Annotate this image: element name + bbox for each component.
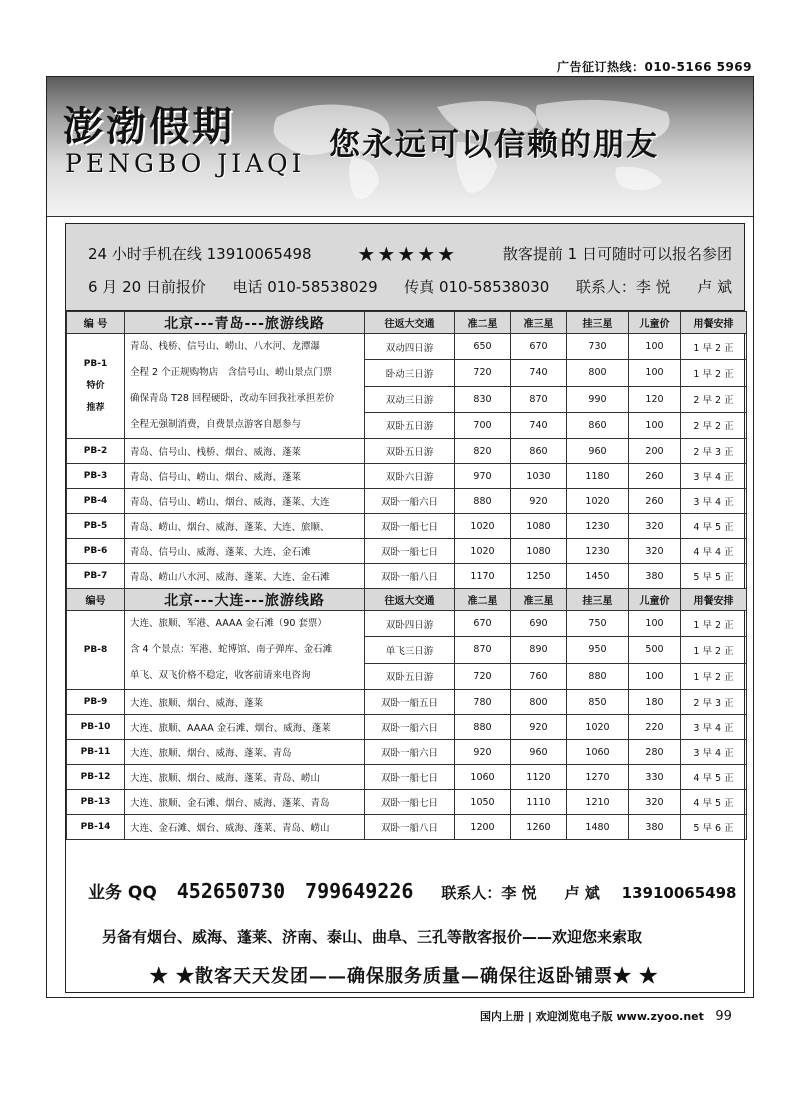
child-price: 260	[629, 464, 681, 489]
route-code: PB-11	[67, 740, 125, 765]
two-star-price: 1050	[455, 790, 511, 815]
transport-cell: 双卧一船七日	[365, 514, 455, 539]
child-price: 100	[629, 334, 681, 360]
child-price: 220	[629, 715, 681, 740]
hang-three-price: 1270	[567, 765, 629, 790]
three-star-price: 690	[511, 611, 567, 637]
route-description-line: 含 4 个景点：军港、蛇博馆、南子弹库、金石滩	[130, 644, 333, 655]
hang-three-price: 1480	[567, 815, 629, 840]
hang-three-price: 860	[567, 412, 629, 438]
meals-header: 用餐安排	[681, 312, 747, 334]
table-header-row	[67, 589, 747, 611]
code-header: 编 号	[67, 312, 125, 334]
meal-plan: 5 早 5 正	[681, 564, 747, 589]
three-star-price: 740	[511, 412, 567, 438]
child-price: 100	[629, 412, 681, 438]
child-price-header: 儿童价	[629, 589, 681, 611]
banner	[47, 77, 753, 217]
route-title: 北京---青岛---旅游线路	[125, 312, 365, 334]
brand-name-cn: 澎渤假期	[63, 103, 235, 150]
meal-plan: 4 早 5 正	[681, 514, 747, 539]
transport-cell: 双卧四日游	[365, 611, 455, 637]
meal-plan: 3 早 4 正	[681, 464, 747, 489]
child-price: 320	[629, 514, 681, 539]
route-description-line: 大连、旅顺、军港、AAAA 金石滩（90 套票）	[130, 618, 327, 629]
hang-three-price: 950	[567, 637, 629, 663]
three-star-price: 1110	[511, 790, 567, 815]
meal-plan: 1 早 2 正	[681, 637, 747, 663]
footer-phone: 13910065498	[621, 884, 737, 902]
route-description: 大连、旅顺、AAAA 金石滩、烟台、威海、蓬莱	[125, 715, 365, 740]
route-code: PB-10	[67, 715, 125, 740]
child-price: 200	[629, 439, 681, 464]
route-description: 青岛、信号山、崂山、烟台、威海、蓬莱	[125, 464, 365, 489]
route-code: PB-3	[67, 464, 125, 489]
table-row	[67, 539, 747, 564]
walk-in-note: 散客提前 1 日可随时可以报名参团	[502, 245, 732, 263]
table-row	[67, 514, 747, 539]
route-description: 青岛、崂山、烟台、威海、蓬莱、大连、旅顺、	[125, 514, 365, 539]
route-description-line: 确保青岛 T28 回程硬卧，改动车回我社承担差价	[130, 393, 335, 404]
table-row	[67, 715, 747, 740]
info-row-1	[88, 237, 732, 270]
transport-cell: 双卧一船六日	[365, 740, 455, 765]
table-header-row	[67, 312, 747, 334]
meal-plan: 1 早 2 正	[681, 360, 747, 386]
table-row	[67, 765, 747, 790]
two-star-price: 970	[455, 464, 511, 489]
child-price: 180	[629, 690, 681, 715]
mobile-hotline: 24 小时手机在线 13910065498	[88, 245, 312, 263]
page-number: 99	[715, 1009, 732, 1024]
transport-cell: 双卧一船八日	[365, 564, 455, 589]
child-price: 380	[629, 564, 681, 589]
two-star-price: 670	[455, 611, 511, 637]
transport-cell: 单飞三日游	[365, 637, 455, 663]
meal-plan: 1 早 2 正	[681, 611, 747, 637]
child-price: 320	[629, 790, 681, 815]
hang-three-price: 1180	[567, 464, 629, 489]
hang-three-price: 800	[567, 360, 629, 386]
two-star-header: 准二星	[455, 312, 511, 334]
two-star-price: 650	[455, 334, 511, 360]
three-star-price: 740	[511, 360, 567, 386]
transport-cell: 双卧一船七日	[365, 765, 455, 790]
route-code: PB-4	[67, 489, 125, 514]
hang-three-price: 850	[567, 690, 629, 715]
three-star-price: 1120	[511, 765, 567, 790]
route-description: 青岛、崂山八水河、威海、蓬莱、大连、金石滩	[125, 564, 365, 589]
route-description: 大连、金石滩、烟台、威海、蓬莱、青岛、崂山	[125, 815, 365, 840]
meals-header: 用餐安排	[681, 589, 747, 611]
hang-three-price: 960	[567, 439, 629, 464]
footer-contact-2: 卢 斌	[564, 884, 600, 902]
transport-cell: 双卧六日游	[365, 464, 455, 489]
two-star-price: 830	[455, 386, 511, 412]
two-star-price: 780	[455, 690, 511, 715]
three-star-price: 890	[511, 637, 567, 663]
child-price-header: 儿童价	[629, 312, 681, 334]
table-row	[67, 815, 747, 840]
meal-plan: 4 早 4 正	[681, 539, 747, 564]
route-code: PB-13	[67, 790, 125, 815]
meal-plan: 4 早 5 正	[681, 765, 747, 790]
child-price: 100	[629, 663, 681, 689]
transport-cell: 卧动三日游	[365, 360, 455, 386]
table-row	[67, 690, 747, 715]
two-star-price: 920	[455, 740, 511, 765]
three-star-price: 760	[511, 663, 567, 689]
meal-plan: 4 早 5 正	[681, 790, 747, 815]
hang-three-header: 挂三星	[567, 589, 629, 611]
hang-three-price: 1230	[567, 514, 629, 539]
two-star-price: 880	[455, 489, 511, 514]
route-description-line: 青岛、栈桥、信号山、崂山、八水河、龙潭瀑	[130, 341, 321, 352]
table-row	[67, 564, 747, 589]
route-description-cell	[125, 334, 365, 439]
meal-plan: 2 早 3 正	[681, 690, 747, 715]
two-star-price: 1200	[455, 815, 511, 840]
info-bar	[66, 224, 744, 311]
route-code-line: 推荐	[86, 403, 105, 413]
route-description-line: 全程无强制消费，自费景点游客自愿参与	[130, 419, 302, 430]
two-star-price: 820	[455, 439, 511, 464]
hang-three-price: 1210	[567, 790, 629, 815]
hang-three-price: 730	[567, 334, 629, 360]
route-code: PB-2	[67, 439, 125, 464]
transport-cell: 双卧一船六日	[365, 715, 455, 740]
meal-plan: 5 早 6 正	[681, 815, 747, 840]
two-star-price: 700	[455, 412, 511, 438]
two-star-price: 1060	[455, 765, 511, 790]
meal-plan: 2 早 3 正	[681, 439, 747, 464]
hang-three-price: 1230	[567, 539, 629, 564]
route-description: 青岛、信号山、栈桥、烟台、威海、蓬莱	[125, 439, 365, 464]
route-description: 大连、旅顺、金石滩、烟台、威海、蓬莱、青岛	[125, 790, 365, 815]
qq-label: 业务 QQ	[88, 883, 157, 903]
ad-hotline: 广告征订热线：010-5166 5969	[556, 60, 752, 74]
info-row-2	[88, 270, 732, 303]
hang-three-price: 1450	[567, 564, 629, 589]
table-row	[67, 489, 747, 514]
child-price: 320	[629, 539, 681, 564]
telephone: 电话 010-58538029	[232, 278, 378, 296]
meal-plan: 3 早 4 正	[681, 489, 747, 514]
transport-cell: 双卧一船七日	[365, 539, 455, 564]
contact-person-2: 卢 斌	[697, 278, 732, 296]
route-code: PB-12	[67, 765, 125, 790]
meal-plan: 1 早 2 正	[681, 663, 747, 689]
route-description: 大连、旅顺、烟台、威海、蓬莱、青岛	[125, 740, 365, 765]
fax: 传真 010-58538030	[404, 278, 550, 296]
transport-cell: 双卧五日游	[365, 439, 455, 464]
three-star-header: 准三星	[511, 312, 567, 334]
three-star-header: 准三星	[511, 589, 567, 611]
table-row	[67, 740, 747, 765]
child-price: 120	[629, 386, 681, 412]
route-description: 青岛、信号山、崂山、烟台、威海、蓬莱、大连	[125, 489, 365, 514]
business-qq	[88, 878, 736, 903]
hang-three-price: 1020	[567, 715, 629, 740]
price-table	[66, 311, 747, 840]
three-star-price: 1250	[511, 564, 567, 589]
three-star-price: 800	[511, 690, 567, 715]
extra-quotes: 另备有烟台、威海、蓬莱、济南、泰山、曲阜、三孔等散客报价——欢迎您来索取	[102, 928, 643, 946]
transport-cell: 双卧一船五日	[365, 690, 455, 715]
route-description-line: 单飞、双飞价格不稳定，收客前请来电咨询	[130, 670, 311, 681]
two-star-price: 870	[455, 637, 511, 663]
two-star-price: 1020	[455, 539, 511, 564]
three-star-price: 1030	[511, 464, 567, 489]
two-star-price: 720	[455, 663, 511, 689]
two-star-price: 880	[455, 715, 511, 740]
route-code: PB-9	[67, 690, 125, 715]
hang-three-price: 990	[567, 386, 629, 412]
route-code-line: 特价	[86, 381, 105, 391]
quote-date: 6 月 20 日前报价	[88, 278, 206, 296]
price-panel	[65, 223, 745, 993]
child-price: 280	[629, 740, 681, 765]
two-star-header: 准二星	[455, 589, 511, 611]
star-rating: ★★★★★	[357, 241, 458, 266]
meal-plan: 2 早 2 正	[681, 386, 747, 412]
meal-plan: 2 早 2 正	[681, 412, 747, 438]
route-description-cell	[125, 611, 365, 690]
transport-cell: 双卧五日游	[365, 412, 455, 438]
hang-three-header: 挂三星	[567, 312, 629, 334]
transport-cell: 双卧一船八日	[365, 815, 455, 840]
child-price: 330	[629, 765, 681, 790]
child-price: 380	[629, 815, 681, 840]
route-code-cell	[67, 334, 125, 439]
two-star-price: 720	[455, 360, 511, 386]
three-star-price: 1080	[511, 539, 567, 564]
footer-site-text: 国内上册 | 欢迎浏览电子版 www.zyoo.net	[480, 1010, 704, 1023]
brand-name-en: PENGBO JIAQI	[65, 149, 306, 178]
table-row	[67, 464, 747, 489]
child-price: 100	[629, 360, 681, 386]
meal-plan: 3 早 4 正	[681, 715, 747, 740]
route-code: PB-6	[67, 539, 125, 564]
three-star-price: 860	[511, 439, 567, 464]
hang-three-price: 880	[567, 663, 629, 689]
route-title: 北京---大连---旅游线路	[125, 589, 365, 611]
route-code-cell: PB-8	[67, 611, 125, 690]
contact-person: 联系人：李 悦	[575, 278, 671, 296]
tagline: ★ ★散客天天发团——确保服务质量—确保往返卧铺票★ ★	[149, 966, 659, 987]
code-header: 编号	[67, 589, 125, 611]
transport-cell: 双卧五日游	[365, 663, 455, 689]
two-star-price: 1020	[455, 514, 511, 539]
three-star-price: 960	[511, 740, 567, 765]
child-price: 260	[629, 489, 681, 514]
footer-contact: 联系人：李 悦	[441, 884, 537, 902]
meal-plan: 1 早 2 正	[681, 334, 747, 360]
child-price: 100	[629, 611, 681, 637]
three-star-price: 670	[511, 334, 567, 360]
transport-header: 往返大交通	[365, 589, 455, 611]
three-star-price: 920	[511, 715, 567, 740]
transport-cell: 双卧一船六日	[365, 489, 455, 514]
table-row	[67, 611, 747, 637]
transport-cell: 双卧一船七日	[365, 790, 455, 815]
route-description-line: 全程 2 个正规购物店 含信号山、崂山景点门票	[130, 367, 333, 378]
meal-plan: 3 早 4 正	[681, 740, 747, 765]
page-footer	[480, 1008, 732, 1024]
table-row	[67, 334, 747, 360]
route-code: PB-14	[67, 815, 125, 840]
transport-header: 往返大交通	[365, 312, 455, 334]
child-price: 500	[629, 637, 681, 663]
transport-cell: 双动三日游	[365, 386, 455, 412]
route-code-line: PB-1	[83, 359, 108, 369]
two-star-price: 1170	[455, 564, 511, 589]
ad-frame	[46, 76, 754, 998]
three-star-price: 920	[511, 489, 567, 514]
table-row	[67, 439, 747, 464]
table-row	[67, 790, 747, 815]
route-description: 大连、旅顺、烟台、威海、蓬莱	[125, 690, 365, 715]
hang-three-price: 750	[567, 611, 629, 637]
transport-cell: 双动四日游	[365, 334, 455, 360]
route-description: 大连、旅顺、烟台、威海、蓬莱、青岛、崂山	[125, 765, 365, 790]
route-code: PB-5	[67, 514, 125, 539]
slogan: 您永远可以信赖的朋友	[329, 127, 659, 163]
three-star-price: 1260	[511, 815, 567, 840]
route-description: 青岛、信号山、威海、蓬莱、大连、金石滩	[125, 539, 365, 564]
hang-three-price: 1060	[567, 740, 629, 765]
three-star-price: 870	[511, 386, 567, 412]
qq-number-2: 799649226	[305, 879, 414, 903]
hang-three-price: 1020	[567, 489, 629, 514]
route-code: PB-7	[67, 564, 125, 589]
three-star-price: 1080	[511, 514, 567, 539]
qq-number-1: 452650730	[176, 879, 286, 903]
